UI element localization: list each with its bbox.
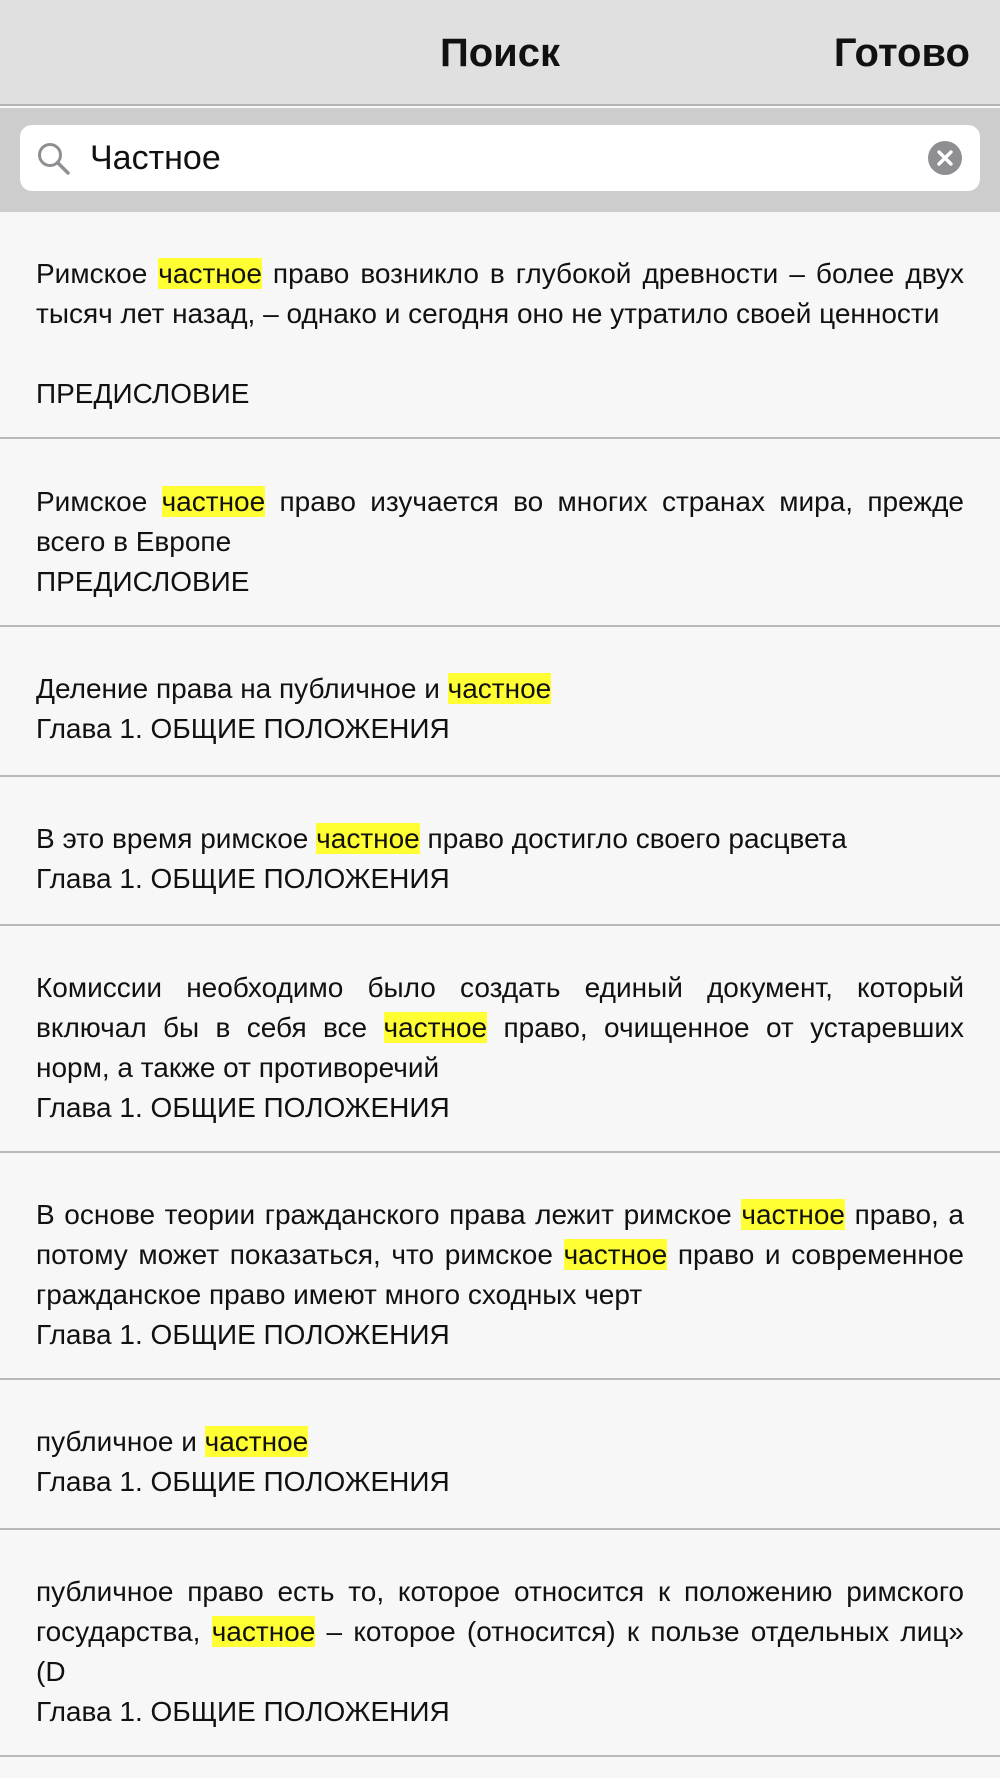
search-result[interactable]: [0, 1380, 1000, 1530]
search-input[interactable]: [90, 125, 910, 191]
excerpt-text: право, а потому может показаться, что римское: [36, 1199, 964, 1270]
search-match-highlight: частное: [316, 823, 420, 854]
result-chapter: Глава 1. ОБЩИЕ ПОЛОЖЕНИЯ: [36, 1092, 450, 1123]
search-bar-container: [0, 108, 1000, 212]
excerpt-text: право возникло в глубокой древности – более двух тысяч лет назад, – однако и сегодня оно не утратило своей ценности: [36, 258, 964, 329]
result-chapter: ПРЕДИСЛОВИЕ: [36, 566, 250, 597]
result-chapter: Глава 1. ОБЩИЕ ПОЛОЖЕНИЯ: [36, 713, 450, 744]
clear-search-icon[interactable]: [928, 141, 962, 175]
search-match-highlight: частное: [563, 1239, 668, 1270]
excerpt-text: В основе теории гражданского права лежит римское: [36, 1199, 742, 1230]
search-match-highlight: частное: [158, 258, 262, 289]
search-result[interactable]: [0, 439, 1000, 627]
result-excerpt: [36, 1422, 964, 1462]
result-excerpt: [36, 968, 964, 1088]
excerpt-text: публичное право есть то, которое относится к положению римского государства,: [36, 1576, 964, 1647]
result-chapter: Глава 1. ОБЩИЕ ПОЛОЖЕНИЯ: [36, 1696, 450, 1727]
excerpt-text: Комиссии необходимо было создать единый документ, который включал бы в себя все: [36, 972, 964, 1043]
excerpt-text: право, очищенное от устаревших норм, а также от противоречий: [36, 1012, 964, 1083]
search-result[interactable]: [0, 926, 1000, 1153]
search-result[interactable]: [0, 1530, 1000, 1757]
excerpt-text: Римское: [36, 258, 159, 289]
excerpt-text: публичное и: [36, 1426, 205, 1457]
result-excerpt: [36, 1572, 964, 1692]
excerpt-text: Римское: [36, 486, 162, 517]
result-excerpt: [36, 482, 964, 562]
page-title: Поиск: [439, 31, 561, 75]
navigation-bar: [0, 0, 1000, 106]
result-excerpt: [36, 819, 964, 859]
search-match-highlight: частное: [204, 1426, 309, 1457]
search-result[interactable]: [0, 777, 1000, 926]
result-excerpt: [36, 1195, 964, 1315]
search-result[interactable]: [0, 627, 1000, 777]
search-match-highlight: частное: [211, 1616, 316, 1647]
result-chapter: Глава 1. ОБЩИЕ ПОЛОЖЕНИЯ: [36, 1319, 450, 1350]
excerpt-text: право достигло своего расцвета: [419, 823, 847, 854]
excerpt-text: право и современное гражданское право имеют много сходных черт: [36, 1239, 965, 1310]
search-match-highlight: частное: [447, 673, 552, 704]
search-result[interactable]: [0, 1153, 1000, 1380]
result-chapter: ПРЕДИСЛОВИЕ: [36, 378, 250, 409]
search-match-highlight: частное: [741, 1199, 845, 1230]
search-result[interactable]: [0, 212, 1000, 439]
result-excerpt: [36, 254, 964, 334]
search-match-highlight: частное: [383, 1012, 488, 1043]
result-chapter: Глава 1. ОБЩИЕ ПОЛОЖЕНИЯ: [36, 863, 450, 894]
excerpt-text: право изучается во многих странах мира, прежде всего в Европе: [36, 486, 964, 557]
search-bar[interactable]: [20, 125, 980, 191]
search-icon: [36, 141, 72, 177]
done-button[interactable]: Готово: [833, 31, 970, 75]
search-results-list: [0, 212, 1000, 1757]
excerpt-text: Деление права на публичное и: [36, 673, 448, 704]
result-chapter: Глава 1. ОБЩИЕ ПОЛОЖЕНИЯ: [36, 1466, 450, 1497]
result-excerpt: [36, 669, 964, 709]
search-match-highlight: частное: [161, 486, 266, 517]
excerpt-text: В это время римское: [36, 823, 317, 854]
excerpt-text: – которое (относится) к пользе отдельных лиц» (D: [36, 1616, 964, 1687]
